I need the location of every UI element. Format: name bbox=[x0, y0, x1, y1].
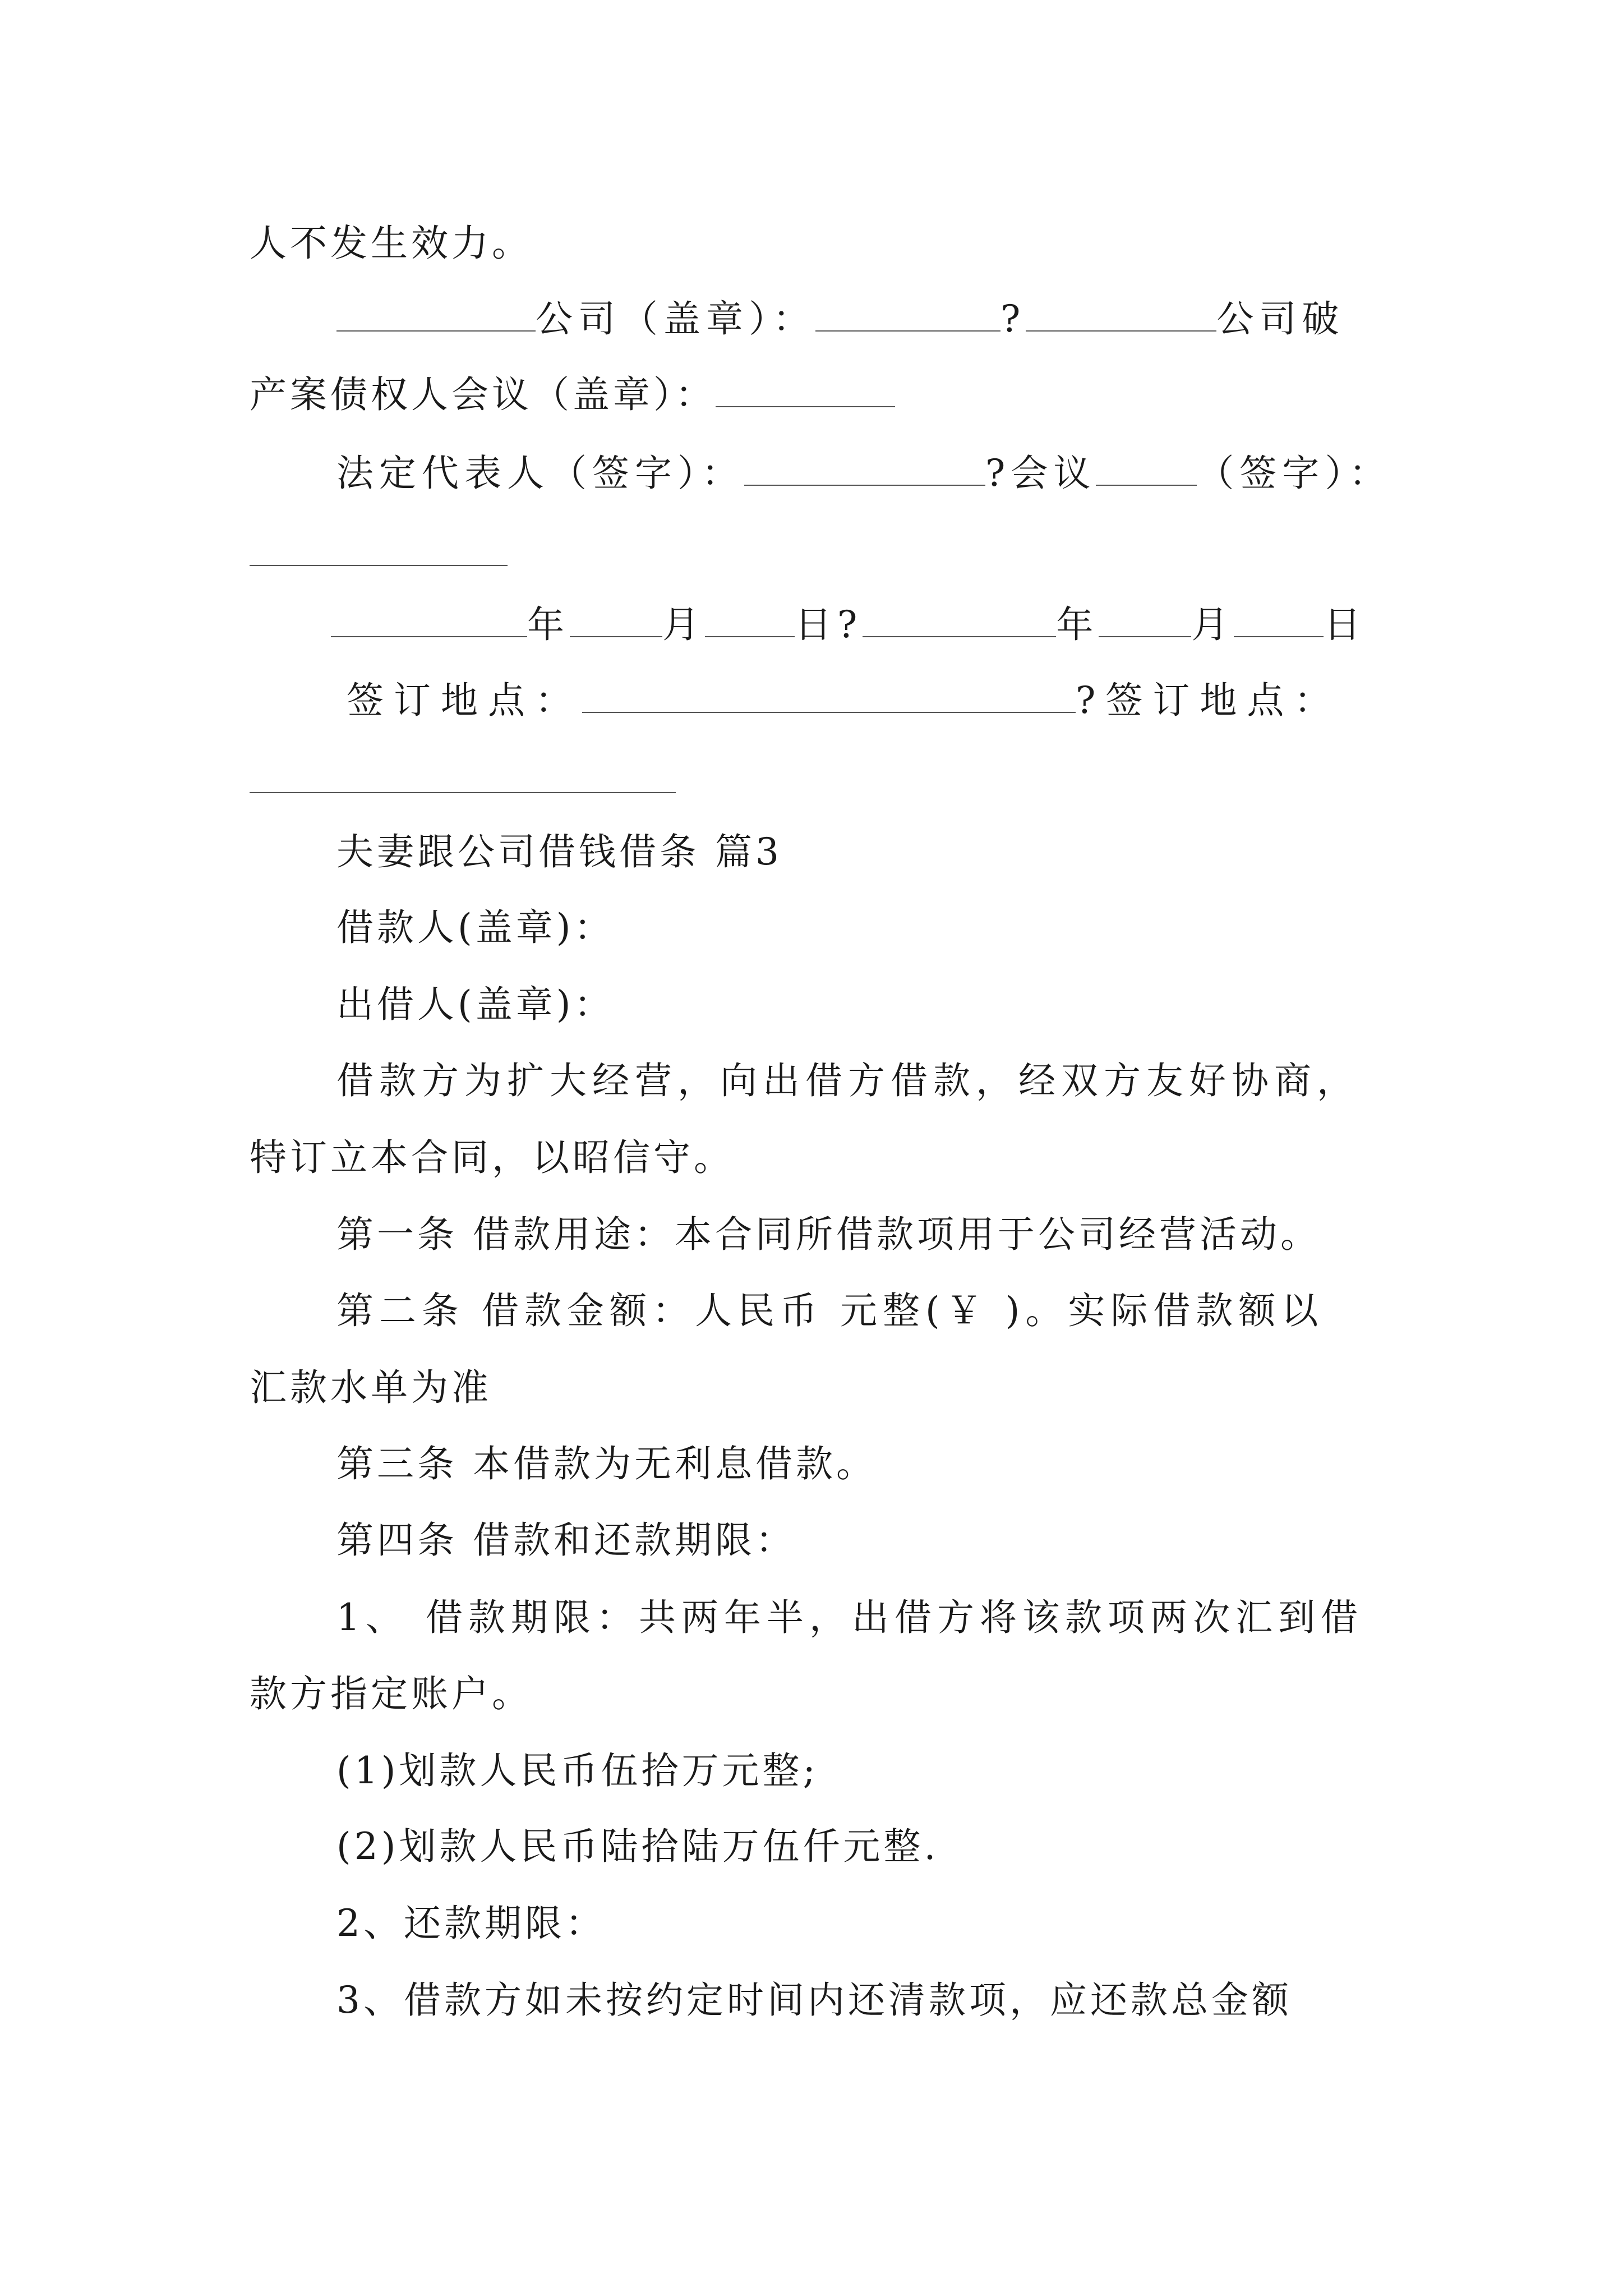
date-month-blank[interactable] bbox=[570, 634, 662, 637]
text-line: 第一条 借款用途：本合同所借款项用于公司经营活动。 bbox=[336, 1213, 1321, 1256]
text-line: 借款方为扩大经营，向出借方借款，经双方友好协商， bbox=[336, 1059, 1359, 1102]
date-day-blank[interactable] bbox=[1234, 634, 1324, 637]
blank-field[interactable] bbox=[582, 710, 1076, 713]
blank-field[interactable] bbox=[815, 328, 1000, 332]
text-segment: ?会议 bbox=[985, 452, 1096, 495]
signature-line-creditors bbox=[250, 365, 895, 418]
text-segment: 年 bbox=[527, 603, 570, 646]
text-segment: 月 bbox=[662, 603, 705, 646]
text-line: 1、 借款期限：共两年半，出借方将该款项两次汇到借 bbox=[336, 1596, 1363, 1639]
date-day-blank[interactable] bbox=[705, 634, 795, 637]
text-segment: 法定代表人（签字）： bbox=[336, 452, 744, 495]
signature-line-representative bbox=[336, 443, 1391, 496]
text-segment: ? bbox=[1000, 297, 1026, 341]
text-line: 第四条 借款和还款期限： bbox=[336, 1519, 796, 1562]
blank-field[interactable] bbox=[716, 404, 895, 407]
text-line: 特订立本合同，以昭信守。 bbox=[250, 1136, 734, 1179]
text-line: (1)划款人民币伍拾万元整; bbox=[336, 1749, 819, 1792]
blank-field[interactable] bbox=[1026, 328, 1216, 332]
text-line: 出借人(盖章)： bbox=[336, 983, 615, 1026]
text-segment: 签订地点： bbox=[347, 679, 582, 722]
text-line: 汇款水单为准 bbox=[250, 1366, 492, 1409]
signature-line-company bbox=[336, 289, 1344, 342]
text-line: 2、还款期限： bbox=[336, 1902, 606, 1945]
blank-continuation[interactable] bbox=[250, 792, 676, 793]
text-line: 人不发生效力。 bbox=[250, 222, 532, 265]
blank-continuation[interactable] bbox=[250, 565, 508, 566]
text-line: 第三条 本借款为无利息借款。 bbox=[336, 1442, 877, 1485]
section-heading: 夫妻跟公司借钱借条 篇3 bbox=[336, 830, 782, 873]
date-year-blank[interactable] bbox=[863, 634, 1056, 637]
date-month-blank[interactable] bbox=[1099, 634, 1191, 637]
text-segment: 年 bbox=[1056, 603, 1099, 646]
text-segment: ?签订地点： bbox=[1076, 679, 1341, 722]
text-segment: 日? bbox=[795, 603, 863, 646]
text-segment: 产案债权人会议（盖章）： bbox=[250, 373, 716, 416]
blank-field[interactable] bbox=[1096, 482, 1197, 486]
text-segment: （签字）： bbox=[1197, 452, 1392, 495]
text-segment: 月 bbox=[1191, 603, 1234, 646]
text-segment: 日 bbox=[1324, 603, 1367, 646]
text-line: 3、借款方如未按约定时间内还清款项，应还款总金额 bbox=[336, 1978, 1292, 2022]
text-line: 第二条 借款金额：人民币 元整(￥ )。实际借款额以 bbox=[336, 1289, 1324, 1332]
text-line: (2)划款人民币陆拾陆万伍仟元整. bbox=[336, 1825, 939, 1868]
text-line: 借款人(盖章)： bbox=[336, 906, 615, 949]
date-line bbox=[331, 595, 1366, 648]
blank-field[interactable] bbox=[744, 482, 985, 486]
text-segment: 公司（盖章）： bbox=[536, 297, 815, 341]
text-segment: 公司破 bbox=[1216, 297, 1345, 341]
text-line: 款方指定账户。 bbox=[250, 1672, 532, 1715]
signing-location-line bbox=[347, 670, 1341, 724]
date-year-blank[interactable] bbox=[331, 634, 527, 637]
blank-field[interactable] bbox=[336, 328, 536, 332]
